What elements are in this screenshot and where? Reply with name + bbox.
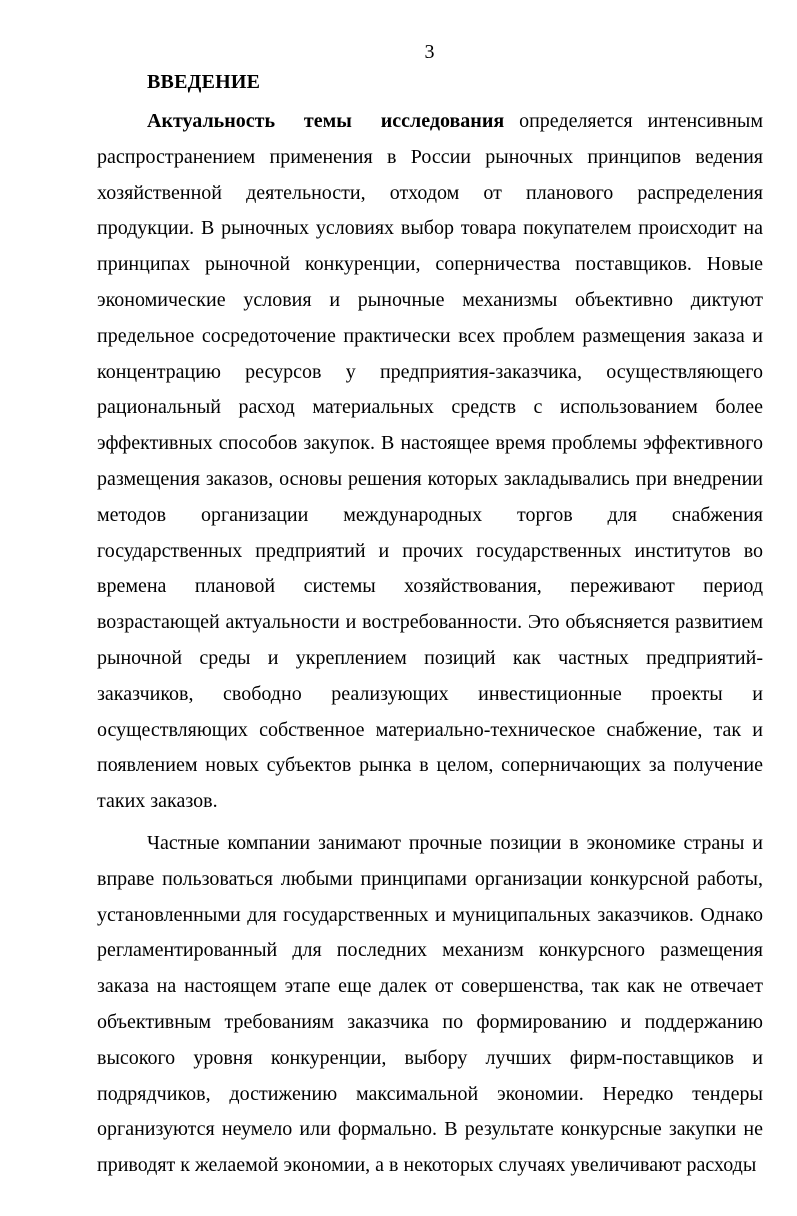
page-number: 3 <box>424 41 435 63</box>
paragraph-lead-bold: Актуальность темы исследования <box>147 110 505 132</box>
paragraph-private-companies <box>97 826 763 1184</box>
paragraph-text: определяется интенсивным распространением применения в России рыночных принципов ведения хозяйственной деятельности, отходом от планового распределения продукции. В рыночных условиях выбор товара покупателем происходит на принципах рыночной конкуренции, соперничества поставщиков. Новые экономические условия и рыночные механизмы объективно диктуют предельное сосредоточение практически всех проблем размещения заказа и концентрацию ресурсов у предприятия-заказчика, осуществляющего рациональный расход материальных средств с использованием более эффективных способов закупок. В настоящее время проблемы эффективного размещения заказов, основы решения которых закладывались при внедрении методов организации международных торгов для снабжения государственных предприятий и прочих государственных институтов во времена плановой системы хозяйствования, переживают период возрастающей актуальности и востребованности. Это объясняется развитием рыночной среды и укреплением позиций как частных предприятий-заказчиков, свободно реализующих инвестиционные проекты и осуществляющих собственное материально-техническое снабжение, так и появлением новых субъектов рынка в целом, соперничающих за получение таких заказов. <box>97 110 764 813</box>
section-heading: ВВЕДЕНИЕ <box>147 71 261 93</box>
paragraph-text: Частные компании занимают прочные позиции в экономике страны и вправе пользоваться любыми принципами организации конкурсной работы, установленными для государственных и муниципальных заказчиков. Однако регламентированный для последних механизм конкурсного размещения заказа на настоящем этапе еще далек от совершенства, так как не отвечает объективным требованиям заказчика по формированию и поддержанию высокого уровня конкуренции, выбору лучших фирм-поставщиков и подрядчиков, достижению максимальной экономии. Нередко тендеры организуются неумело или формально. В результате конкурсные закупки не приводят к желаемой экономии, а в некоторых случаях увеличивают расходы <box>97 831 763 1177</box>
paragraph-relevance <box>97 104 763 820</box>
document-body <box>97 67 763 1184</box>
